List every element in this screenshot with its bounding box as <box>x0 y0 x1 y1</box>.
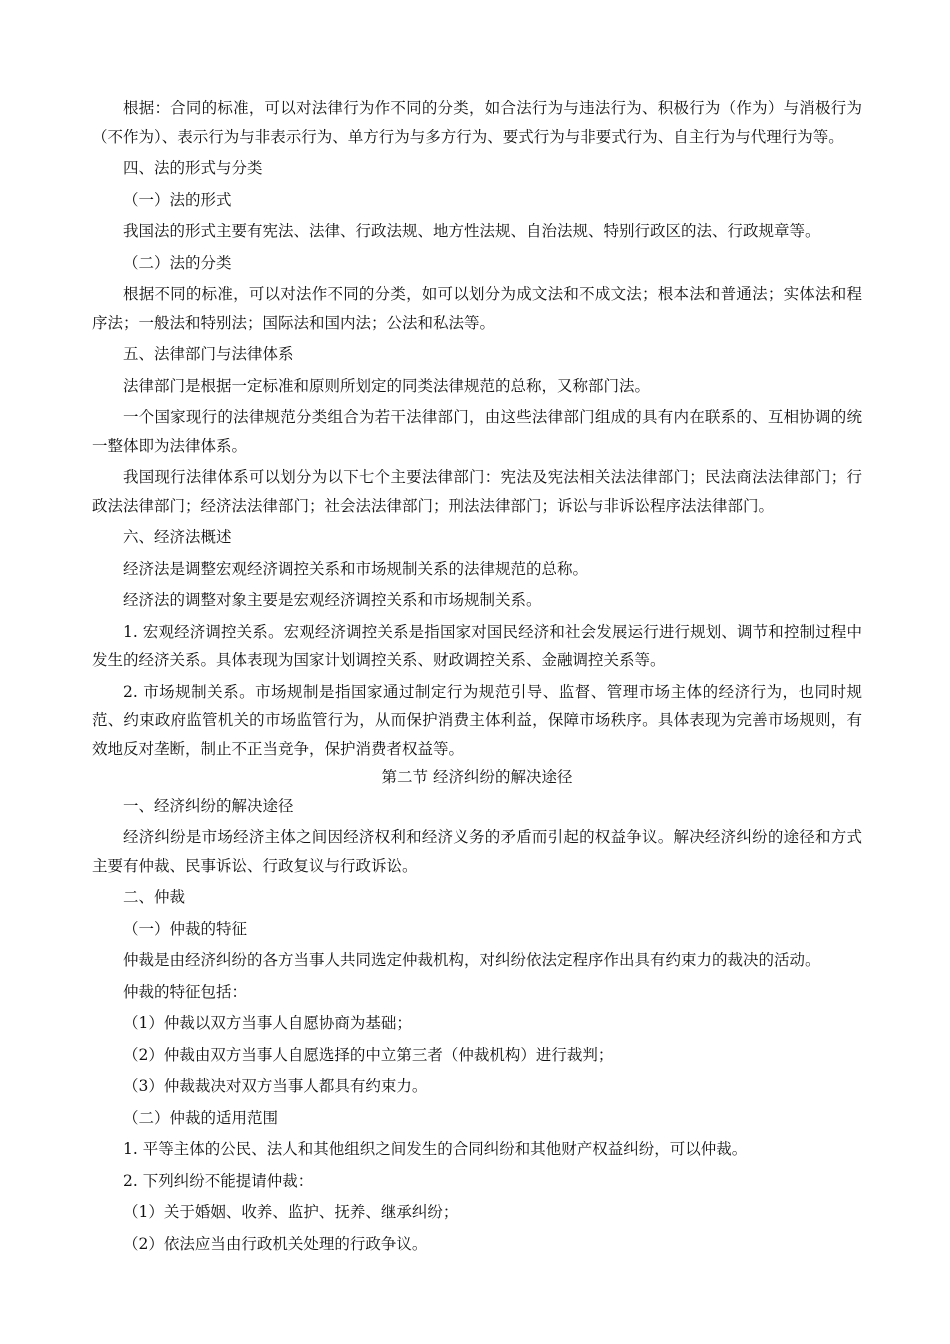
heading-arbitration: 二、仲裁 <box>123 888 186 906</box>
subheading-law-forms: （一）法的形式 <box>123 190 232 209</box>
list-item-non-arbitrable-2: （2）依法应当由行政机关处理的行政争议。 <box>123 1234 428 1253</box>
list-item-arbitration-feature-2: （2）仲裁由双方当事人自愿选择的中立第三者（仲裁机构）进行裁判； <box>123 1045 614 1064</box>
paragraph-economic-law-definition: 经济法是调整宏观经济调控关系和市场规制关系的法律规范的总称。 <box>123 559 589 578</box>
heading-economic-law-overview: 六、经济法概述 <box>123 528 232 546</box>
paragraph-non-arbitrable-intro: 2. 下列纠纷不能提请仲裁： <box>123 1171 314 1190</box>
paragraph-law-forms: 我国法的形式主要有宪法、法律、行政法规、地方性法规、自治法规、特别行政区的法、行政规章等。 <box>123 222 821 240</box>
paragraph-market-regulation-relations: 2. 市场规制关系。市场规制是指国家通过制定行为规范引导、监督、管理市场主体的经济行为，也同时规范、约束政府监管机关的市场监管行为，从而保护消费主体利益，保障市场秩序。具体表现为完善市场规则，有效地反对垄断，制止不正当竞争，保护消费者权益等。 <box>92 682 862 758</box>
list-item-arbitration-feature-1: （1）仲裁以双方当事人自愿协商为基础； <box>123 1014 412 1032</box>
subheading-law-classification: （二）法的分类 <box>123 253 232 272</box>
list-item-arbitration-feature-3: （3）仲裁裁决对双方当事人都具有约束力。 <box>123 1077 428 1095</box>
subheading-arbitration-features: （一）仲裁的特征 <box>123 919 248 938</box>
paragraph-macro-control-relations: 1. 宏观经济调控关系。宏观经济调控关系是指国家对国民经济和社会发展运行进行规划、调节和控制过程中发生的经济关系。具体表现为国家计划调控关系、财政调控关系、金融调控关系等。 <box>92 622 862 669</box>
paragraph-law-classification: 根据不同的标准，可以对法作不同的分类，如可以划分为成文法和不成文法；根本法和普通法；实体法和程序法；一般法和特别法；国际法和国内法；公法和私法等。 <box>92 285 862 332</box>
paragraph-legal-act-classification: 根据：合同的标准，可以对法律行为作不同的分类，如合法行为与违法行为、积极行为（作为）与消极行为（不作为）、表示行为与非表示行为、单方行为与多方行为、要式行为与非要式行为、自主行为与代理行为等。 <box>92 99 862 146</box>
document-page <box>92 94 862 1258</box>
paragraph-economic-law-objects: 经济法的调整对象主要是宏观经济调控关系和市场规制关系。 <box>123 591 542 609</box>
heading-law-forms-and-classification: 四、法的形式与分类 <box>123 159 263 177</box>
paragraph-arbitration-features-intro: 仲裁的特征包括： <box>123 982 248 1001</box>
paragraph-legal-system-definition: 一个国家现行的法律规范分类组合为若干法律部门，由这些法律部门组成的具有内在联系的、互相协调的统一整体即为法律体系。 <box>92 408 862 455</box>
list-item-non-arbitrable-1: （1）关于婚姻、收养、监护、抚养、继承纠纷； <box>123 1203 459 1221</box>
paragraph-economic-dispute-definition: 经济纠纷是市场经济主体之间因经济权利和经济义务的矛盾而引起的权益争议。解决经济纠纷的途径和方式主要有仲裁、民事诉讼、行政复议与行政诉讼。 <box>92 828 862 875</box>
heading-dispute-resolution-ways: 一、经济纠纷的解决途径 <box>123 796 294 815</box>
subheading-arbitration-scope: （二）仲裁的适用范围 <box>123 1108 279 1127</box>
section-title-dispute-resolution: 第二节 经济纠纷的解决途径 <box>381 768 573 786</box>
paragraph-arbitrable-disputes: 1. 平等主体的公民、法人和其他组织之间发生的合同纠纷和其他财产权益纠纷，可以仲裁。 <box>123 1140 748 1158</box>
heading-legal-departments-system: 五、法律部门与法律体系 <box>123 345 294 363</box>
paragraph-legal-department-definition: 法律部门是根据一定标准和原则所划定的同类法律规范的总称，又称部门法。 <box>123 376 651 395</box>
paragraph-arbitration-definition: 仲裁是由经济纠纷的各方当事人共同选定仲裁机构，对纠纷依法定程序作出具有约束力的裁决的活动。 <box>123 951 821 969</box>
paragraph-seven-legal-departments: 我国现行法律体系可以划分为以下七个主要法律部门：宪法及宪法相关法法律部门；民法商法法律部门；行政法法律部门；经济法法律部门；社会法法律部门；刑法法律部门；诉讼与非诉讼程序法法律部门。 <box>92 468 862 515</box>
